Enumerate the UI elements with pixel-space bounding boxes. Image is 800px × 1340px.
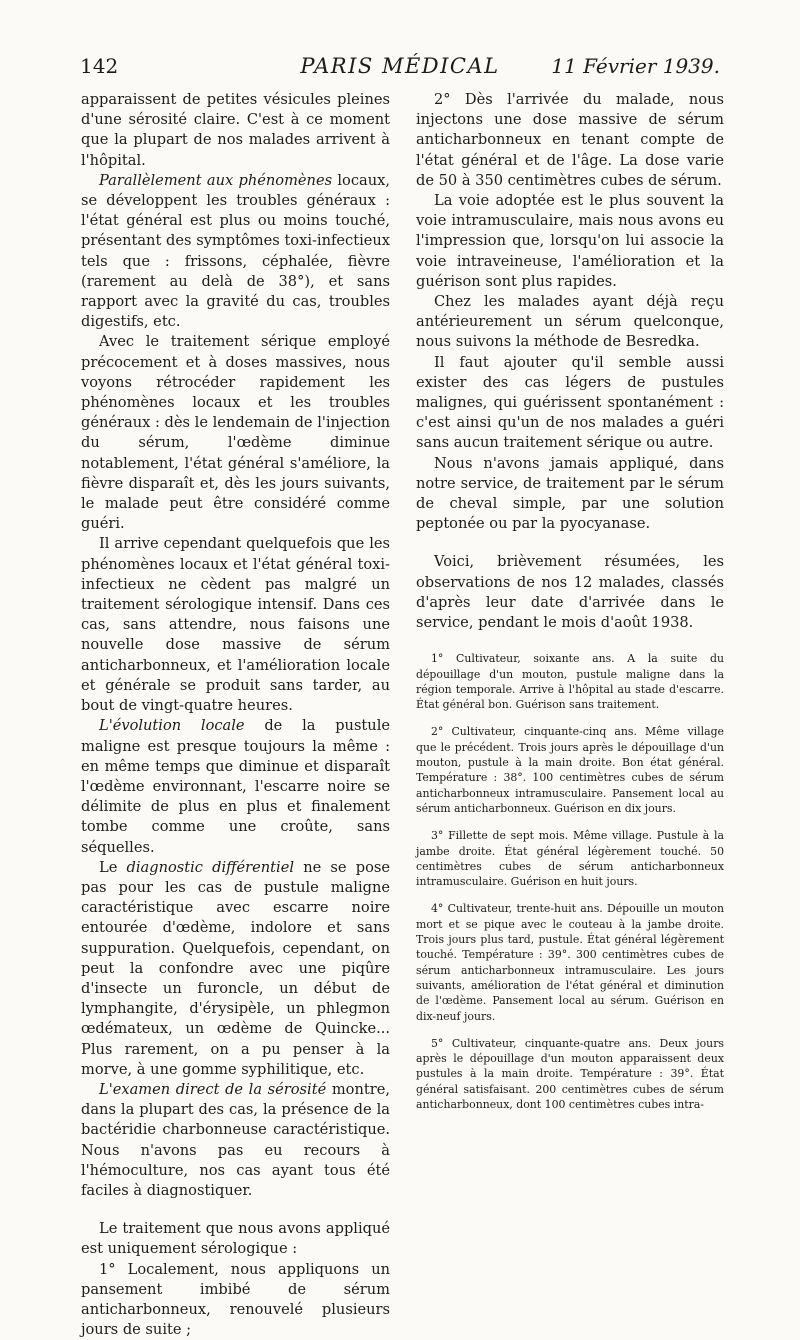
paragraph: Avec le traitement sérique employé précocement et à doses massives, nous voyons rétrocéder rapidement les phénomènes locaux et les troubles généraux : dès le lendemain de l'injection du sérum, l'œdème diminue notablement, l'état général s'améliore, la fièvre disparaît et, dès les jours suivants, le malade peut être considéré comme guéri. [81, 333, 390, 533]
paragraph: 1° Localement, nous appliquons un pansement imbibé de sérum anticharbonneux, renouvelé plusieurs jours de suite ; [81, 1260, 390, 1339]
paragraph-text: ne se pose pas pour les cas de pustule maligne caractéristique avec escarre noire entourée d'œdème, indolore et sans suppuration. Quelquefois, cependant, on peut la confondre avec une piqûre d'insecte un furoncle, un début de lymphangite, d'érysipèle, un phlegmon œdémateux, un œdème de Quincke... Plus rarement, on a pu penser à la morve, à une gomme syphilitique, etc. [81, 858, 391, 1078]
paragraph-text: Le [99, 858, 127, 876]
paragraph-text: locaux, se développent les troubles généraux : l'état général est plus ou moins touché, présentant des symptômes toxi-infectieux tels que : frissons, céphalée, fièvre (rarement au delà de 38°), et sans rapport avec la gravité du cas, troubles digestifs, etc. [81, 171, 390, 331]
observation-1 [416, 651, 724, 712]
observation-3 [416, 828, 724, 889]
running-header [80, 50, 720, 80]
observation-4 [416, 901, 724, 1023]
paragraph [81, 858, 390, 1080]
paragraph-text: montre, dans la plupart des cas, la présence de la bactéridie charbonneuse caractéristique. Nous n'avons pas eu recours à l'hémoculture, nos cas ayant tous été faciles à diagnostiquer. [81, 1080, 390, 1199]
observation-text: 1° Cultivateur, soixante ans. A la suite du dépouillage d'un mouton, pustule maligne dans la région temporale. Arrive à l'hôpital au stade d'escarre. État général bon. Guérison sans traitement. [416, 652, 724, 712]
journal-title: PARIS MÉDICAL [300, 54, 500, 78]
italic-lead: L'examen direct de la sérosité [99, 1080, 327, 1098]
observation-text: 2° Cultivateur, cinquante-cinq ans. Même village que le précédent. Trois jours après le dépouillage d'un mouton, pustule à la main droite. Bon état général. Température : 38°. 100 centimètres cubes de sérum anticharbonneux intramusculaire. Pansement local au sérum anticharbonneux. Guérison en dix jours. [416, 725, 724, 815]
paragraph-text: de la pustule maligne est presque toujours la même : en même temps que diminue et disparaît l'œdème environnant, l'escarre noire se délimite de plus en plus et finalement tombe comme une croûte, sans séquelles. [81, 717, 390, 856]
observation-5 [416, 1036, 724, 1112]
right-column [416, 90, 724, 1124]
paragraph: Le traitement que nous avons appliqué est uniquement sérologique : [81, 1220, 390, 1258]
paragraph [81, 716, 390, 857]
italic-lead: L'évolution locale [99, 717, 245, 735]
italic-term: diagnostic différentiel [126, 858, 294, 876]
paragraph [81, 1080, 390, 1201]
observations-list [416, 651, 724, 1112]
observation-text: 5° Cultivateur, cinquante-quatre ans. Deux jours après le dépouillage d'un mouton apparaissent deux pustules à la main droite. Température : 39°. État général satisfaisant. 200 centimètres cubes de sérum anticharbonneux, dont 100 centimètres cubes intra- [416, 1036, 724, 1111]
issue-date: 11 Février 1939. [551, 54, 720, 78]
paragraph: La voie adoptée est le plus souvent la voie intramusculaire, mais nous avons eu l'impression que, lorsqu'on lui associe la voie intraveineuse, l'amélioration et la guérison sont plus rapides. [416, 192, 724, 290]
paragraph: Nous n'avons jamais appliqué, dans notre service, de traitement par le sérum de cheval simple, par une solution peptonée ou par la pyocyanase. [416, 454, 724, 533]
observation-text: 3° Fillette de sept mois. Même village. Pustule à la jambe droite. État général légèrement touché. 50 centimètres cubes de sérum anticharbonneux intramusculaire. Guérison en huit jours. [416, 829, 724, 889]
left-column [81, 90, 390, 1340]
observation-2 [416, 724, 724, 816]
paragraph [81, 171, 390, 333]
section-gap [416, 633, 724, 651]
section-gap [81, 1201, 390, 1219]
paragraph: Il arrive cependant quelquefois que les phénomènes locaux et l'état général toxi-infectieux ne cèdent pas malgré un traitement sérologique intensif. Dans ces cas, sans attendre, nous faisons une nouvelle dose massive de sérum anticharbonneux, et l'amélioration locale et générale se produit sans tarder, au bout de vingt-quatre heures. [81, 535, 390, 715]
paragraph: Il faut ajouter qu'il semble aussi exister des cas légers de pustules malignes, qui guérissent spontanément : c'est ainsi qu'un de nos malades a guéri sans aucun traitement sérique ou autre. [416, 353, 724, 452]
section-gap [416, 534, 724, 552]
paragraph: apparaissent de petites vésicules pleines d'une sérosité claire. C'est à ce moment que la plupart de nos malades arrivent à l'hôpital. [81, 91, 390, 169]
paragraph: Chez les malades ayant déjà reçu antérieurement un sérum quelconque, nous suivons la méthode de Besredka. [416, 293, 724, 351]
paragraph: 2° Dès l'arrivée du malade, nous injectons une dose massive de sérum anticharbonneux en tenant compte de l'état général et de l'âge. La dose varie de 50 à 350 centimètres cubes de sérum. [416, 91, 724, 189]
paragraph: Voici, brièvement résumées, les observations de nos 12 malades, classés d'après leur date d'arrivée dans le service, pendant le mois d'août 1938. [416, 553, 724, 632]
italic-lead: Parallèlement aux phénomènes [99, 171, 333, 189]
observation-text: 4° Cultivateur, trente-huit ans. Dépouille un mouton mort et se pique avec le couteau à la jambe droite. Trois jours plus tard, pustule. État général légèrement touché. Température : 39°. 300 centimètres cubes de sérum anticharbonneux intramusculaire. Les jours suivants, amélioration de l'état général et diminution de l'œdème. Pansement local au sérum. Guérison en dix-neuf jours. [416, 902, 724, 1023]
page-number: 142 [80, 54, 119, 78]
